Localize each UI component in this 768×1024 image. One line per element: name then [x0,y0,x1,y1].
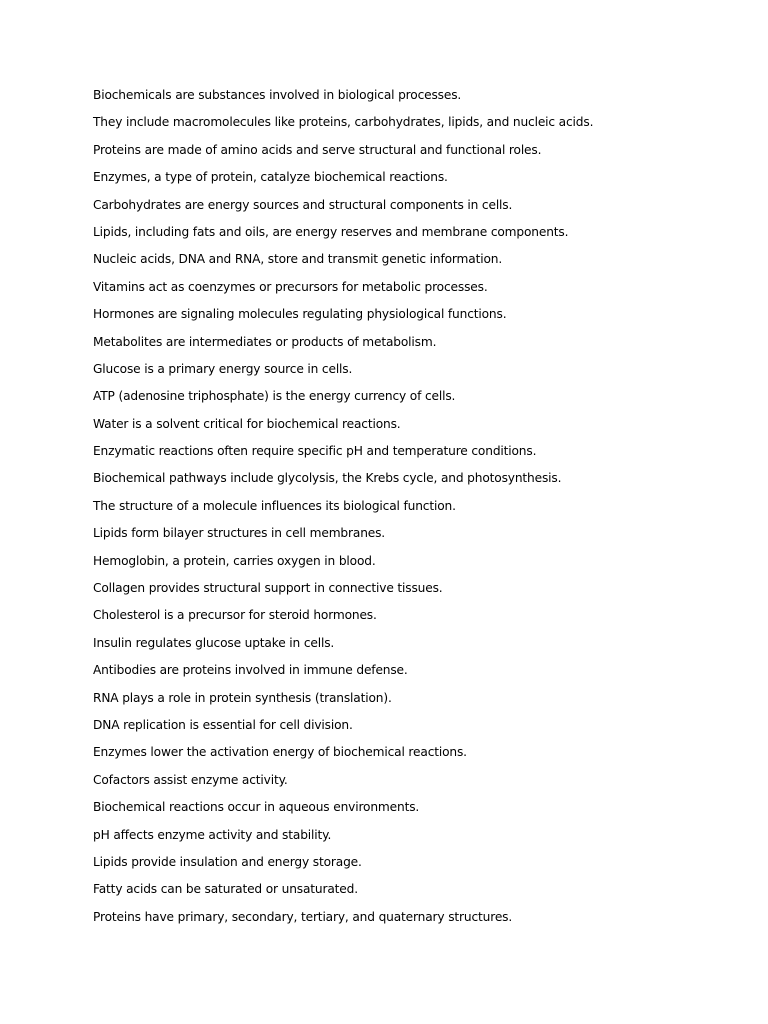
text-line: The structure of a molecule influences its biological function. [93,498,456,513]
text-line: Cofactors assist enzyme activity. [93,772,288,787]
text-line: Lipids, including fats and oils, are energy reserves and membrane components. [93,224,569,239]
text-line: Biochemical reactions occur in aqueous environments. [93,800,420,815]
text-line: DNA replication is essential for cell division. [93,717,353,732]
text-line: Biochemicals are substances involved in biological processes. [93,88,462,102]
text-line: Enzymes lower the activation energy of biochemical reactions. [93,745,467,760]
text-line: Proteins have primary, secondary, tertiary, and quaternary structures. [93,909,513,924]
text-line: Cholesterol is a precursor for steroid hormones. [93,608,377,623]
text-line: Fatty acids can be saturated or unsaturated. [93,882,358,897]
text-line: Lipids provide insulation and energy storage. [93,854,362,869]
text-line: Proteins are made of amino acids and serve structural and functional roles. [93,142,542,157]
text-line: Antibodies are proteins involved in immune defense. [93,663,408,678]
text-line: Vitamins act as coenzymes or precursors for metabolic processes. [93,279,488,294]
document-text-lines [93,86,733,935]
text-line: Hormones are signaling molecules regulating physiological functions. [93,307,507,322]
text-line: They include macromolecules like proteins, carbohydrates, lipids, and nucleic acids. [93,115,594,130]
text-line: Metabolites are intermediates or products of metabolism. [93,334,437,349]
text-line: Water is a solvent critical for biochemical reactions. [93,416,401,431]
text-line: RNA plays a role in protein synthesis (translation). [93,690,392,705]
text-line: Nucleic acids, DNA and RNA, store and transmit genetic information. [93,252,503,267]
text-line: Collagen provides structural support in connective tissues. [93,581,443,596]
text-line: ATP (adenosine triphosphate) is the energy currency of cells. [93,389,456,404]
text-line: Biochemical pathways include glycolysis, the Krebs cycle, and photosynthesis. [93,471,562,486]
text-line: Glucose is a primary energy source in cells. [93,361,353,376]
text-line: pH affects enzyme activity and stability. [93,827,332,842]
text-line: Lipids form bilayer structures in cell membranes. [93,526,386,541]
text-line: Enzymes, a type of protein, catalyze biochemical reactions. [93,170,448,185]
text-line: Insulin regulates glucose uptake in cells. [93,635,335,650]
text-line: Carbohydrates are energy sources and structural components in cells. [93,197,513,212]
text-line: Hemoglobin, a protein, carries oxygen in blood. [93,553,376,568]
text-line: Enzymatic reactions often require specific pH and temperature conditions. [93,444,537,459]
